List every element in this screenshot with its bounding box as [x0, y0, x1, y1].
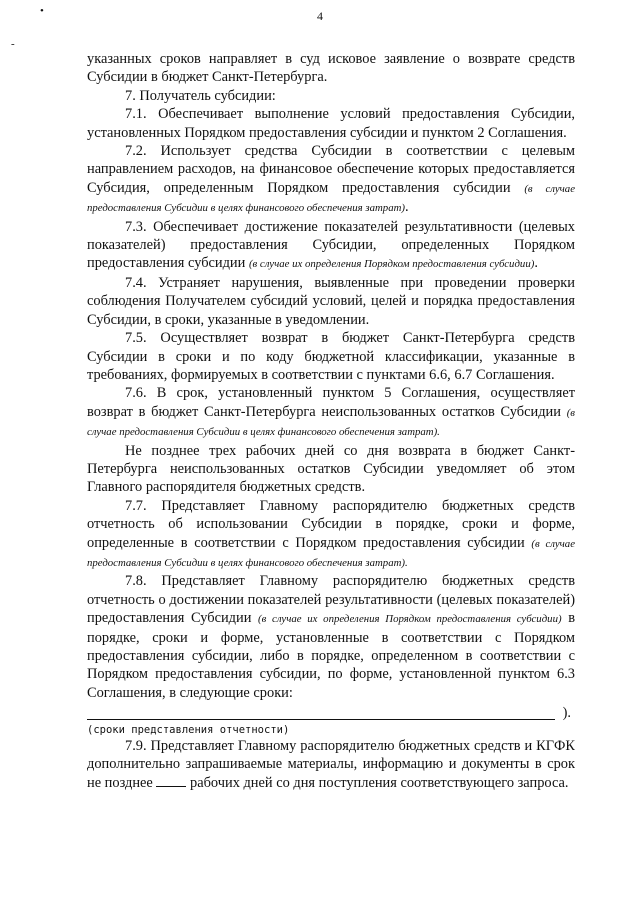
clause-7-3 [87, 218, 575, 274]
clause-7-5 [87, 329, 575, 384]
document-body [87, 50, 575, 793]
paragraph [87, 50, 575, 87]
clause-7-1 [87, 105, 575, 142]
italic-note: (в случае предоставления Субсидии в целях финансового обеспечения затрат) [87, 182, 575, 215]
paragraph-text: 7.7. Представляет Главному распорядителю бюджетных средств отчетность об использовании Субсидии в порядке, сроки и форме, определенные в соответствии с Порядком предоставления субсидии [87, 497, 575, 551]
clause-7-8 [87, 572, 575, 702]
paragraph-text: 7.9. Представляет Главному распорядителю бюджетных средств и КГФК дополнительно запрашиваемые материалы, информацию и документы в срок не позднее [87, 737, 575, 792]
italic-note: (в случае предоставления Субсидии в целях финансового обеспечения затрат). [87, 537, 575, 569]
scan-mark: - [11, 38, 15, 50]
reporting-deadline-field [87, 704, 575, 722]
paragraph-text: 7.2. Использует средства Субсидии в соответствии с целевым направлением расходов, на финансовое обеспечение которых предоставляется Субсидия, определенным Порядком предоставления субсидии [87, 143, 575, 196]
paragraph-text: Не позднее трех рабочих дней со дня возврата в бюджет Санкт-Петербурга неиспользованных остатков Субсидии уведомляет об этом Главного распорядителя бюджетных средств. [87, 442, 575, 496]
paragraph-text: 7.5. Осуществляет возврат в бюджет Санкт-Петербурга средств Субсидии в сроки и по коду бюджетной классификации, указанные в требованиях, формируемых в соответствии с пунктами 6.6, 6.7 Соглашения. [87, 330, 575, 383]
clause-7-9 [87, 737, 575, 793]
italic-note: (в случае их определения Порядком предоставления субсидии) [248, 258, 535, 271]
field-caption: (сроки представления отчетности) [87, 723, 290, 736]
fill-in-line [87, 719, 555, 720]
italic-note: (в случае их определения Порядком предоставления субсидии) [258, 613, 562, 626]
paragraph-text: . [405, 199, 409, 216]
scan-mark: • [40, 5, 44, 17]
paragraph-text: 7.1. Обеспечивает выполнение условий предоставления Субсидии, установленных Порядком предоставления субсидии и пунктом 2 Соглашения. [87, 106, 575, 141]
blank-field [156, 773, 186, 787]
paragraph-text: 7.6. В срок, установленный пунктом 5 Соглашения, осуществляет возврат в бюджет Санкт-Петербурга неиспользованных остатков Субсидии [87, 385, 575, 420]
clause-7-7 [87, 497, 575, 573]
paragraph-text: рабочих дней со дня поступления соответствующего запроса. [190, 775, 569, 792]
paragraph-text: 7.8. Представляет Главному распорядителю бюджетных средств отчетность о достижении показателей результативности (целевых показателей) предоставления Субсидии [87, 573, 575, 627]
clause-7-6 [87, 384, 575, 441]
paragraph-text: 7. Получатель субсидии: [125, 87, 276, 104]
paragraph-text: 7.3. Обеспечивает достижение показателей результативности (целевых показателей) предоставления Субсидии, определенных Порядком предоставления субсидии [87, 218, 575, 272]
clause-7-4 [87, 274, 575, 329]
paragraph [87, 442, 575, 497]
fill-line-end: ). [562, 705, 571, 722]
clause-7-2 [87, 142, 575, 218]
paragraph-text: 7.4. Устраняет нарушения, выявленные при проведении проверки соблюдения Получателем субсидий условий, целей и порядка предоставления Субсидии, в сроки, указанные в уведомлении. [87, 274, 575, 328]
paragraph-text: . [534, 255, 538, 272]
page-number: 4 [317, 9, 323, 23]
paragraph-text: указанных сроков направляет в суд исковое заявление о возврате средств Субсидии в бюджет Санкт-Петербурга. [87, 51, 575, 86]
section-heading [87, 87, 575, 105]
paragraph-text: в порядке, сроки и форме, установленные в соответствии с Порядком предоставления субсидии, либо в порядке, определенном в соответствии с Порядком предоставления субсидии, по форме, установленной пунктом 6.3 Соглашения, в следующие сроки: [87, 610, 575, 701]
italic-note: (в случае предоставления Субсидии в целях финансового обеспечения затрат). [87, 406, 575, 439]
